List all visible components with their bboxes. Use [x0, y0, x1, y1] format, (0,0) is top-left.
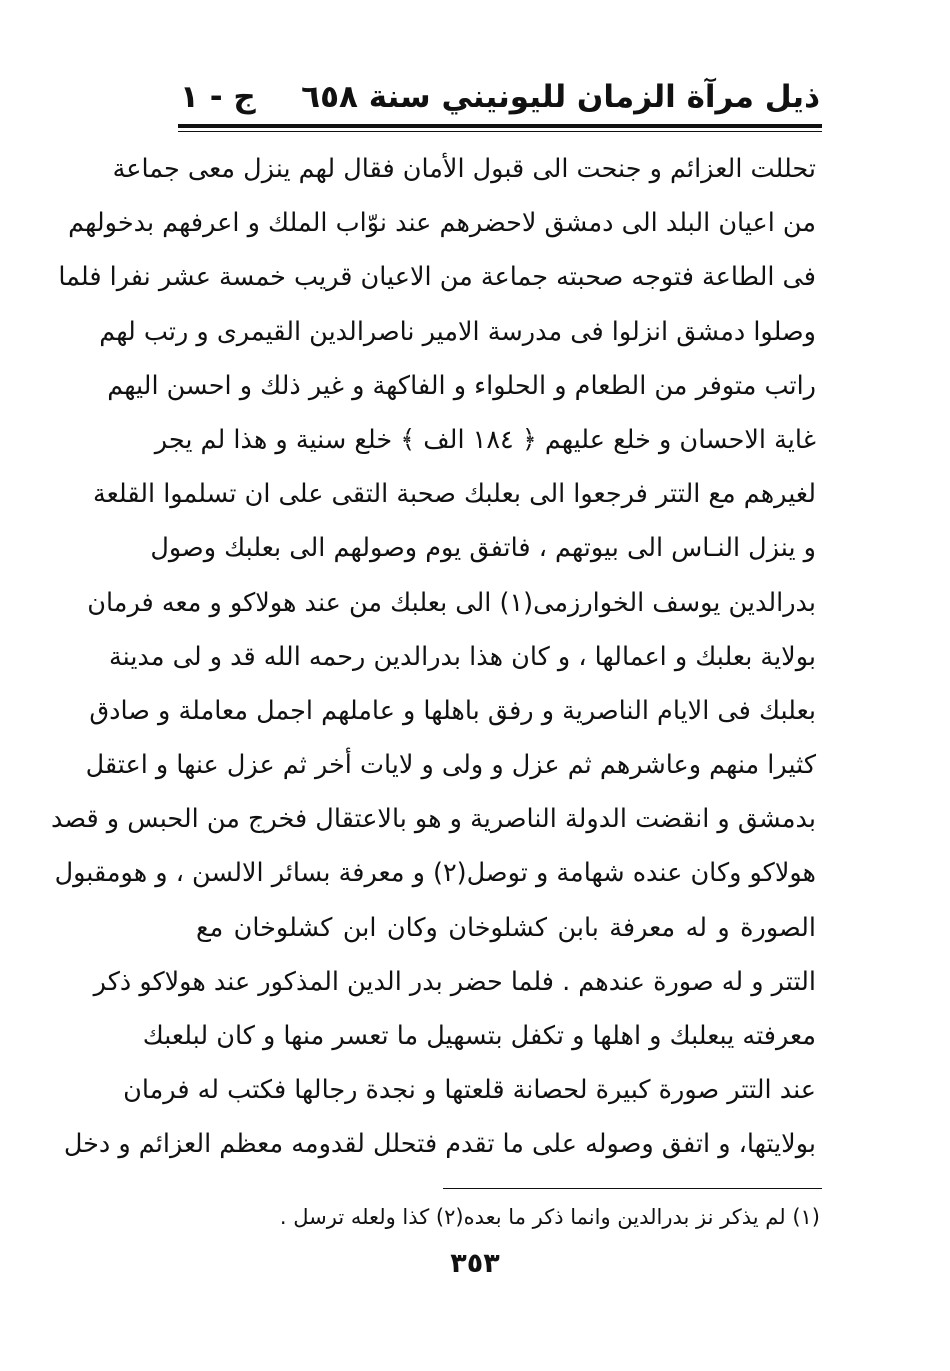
text-line: هولاكو وكان عنده شهامة و توصل(٢) و معرفة بسائر الالسن ، و هومقبول — [54, 858, 816, 889]
text-line: بعلبك فى الايام الناصرية و رفق باهلها و عاملهم اجمل معاملة و صادق — [89, 695, 816, 726]
running-header — [180, 72, 820, 122]
text-line: غاية الاحسان و خلع عليهم ﴿ ١٨٤ الف ﴾ خلع سنية و هذا لم يجر — [154, 424, 816, 455]
header-title: ذيل مرآة الزمان لليونيني سنة ٦٥٨ — [301, 79, 820, 115]
body-text — [51, 142, 816, 1172]
text-line: بدمشق و انقضت الدولة الناصرية و هو بالاعتقال فخرج من الحبس و قصد — [51, 804, 816, 835]
page-number: ٣٥٣ — [450, 1248, 500, 1279]
header-rule-thin — [178, 131, 822, 132]
text-line: تحللت العزائم و جنحت الى قبول الأمان فقال لهم ينزل معى جماعة — [112, 154, 816, 184]
text-line: و ينزل النـاس الى بيوتهم ، فاتفق يوم وصولهم الى بعلبك وصول — [150, 533, 816, 564]
text-line: بولاية بعلبك و اعمالها ، و كان هذا بدرالدين رحمه الله قد و لى مدينة — [108, 641, 816, 672]
footnote-rule — [443, 1188, 822, 1189]
header-rule-thick — [178, 124, 822, 128]
text-line: من اعيان البلد الى دمشق لاحضرهم عند نوّاب الملك و اعرفهم بدخولهم — [68, 208, 816, 239]
text-line: بدرالدين يوسف الخوارزمى(١) الى بعلبك من عند هولاكو و معه فرمان — [87, 587, 816, 618]
text-line: عند التتر صورة كبيرة لحصانة قلعتها و نجدة رجالها فكتب له فرمان — [123, 1075, 816, 1106]
text-line: التتر و له صورة عندهم . فلما حضر بدر الدين المذكور عند هولاكو ذكر — [93, 966, 816, 997]
header-volume: ج - ١ — [180, 79, 256, 115]
text-line: راتب متوفر من الطعام و الحلواء و الفاكهة و غير ذلك و احسن اليهم — [107, 370, 816, 401]
text-line: لغيرهم مع التتر فرجعوا الى بعلبك صحبة التقى على ان تسلموا القلعة — [92, 479, 816, 510]
text-line: معرفته يبعلبك و اهلها و تكفل بتسهيل ما تعسر منها و كان لبلعبك — [142, 1021, 816, 1051]
text-line: فى الطاعة فتوجه صحبته جماعة من الاعيان قريب خمسة عشر نفرا فلما — [58, 262, 816, 293]
text-line: بولايتها، و اتفق وصوله على ما تقدم فتحلل لقدومه معظم العزائم و دخل — [63, 1129, 816, 1160]
text-line: وصلوا دمشق انزلوا فى مدرسة الامير ناصرالدين القيمرى و رتب لهم — [99, 316, 816, 347]
text-line: الصورة و له معرفة بابن كشلوخان وكان ابن كشلوخان مع — [196, 912, 816, 943]
footnote: (١) لم يذكر نز بدرالدين وانما ذكر ما بعده(٢) كذا ولعله ترسل . — [279, 1205, 820, 1229]
text-line: كثيرا منهم وعاشرهم ثم عزل و ولى و لايات أخر ثم عزل عنها و اعتقل — [85, 750, 816, 781]
